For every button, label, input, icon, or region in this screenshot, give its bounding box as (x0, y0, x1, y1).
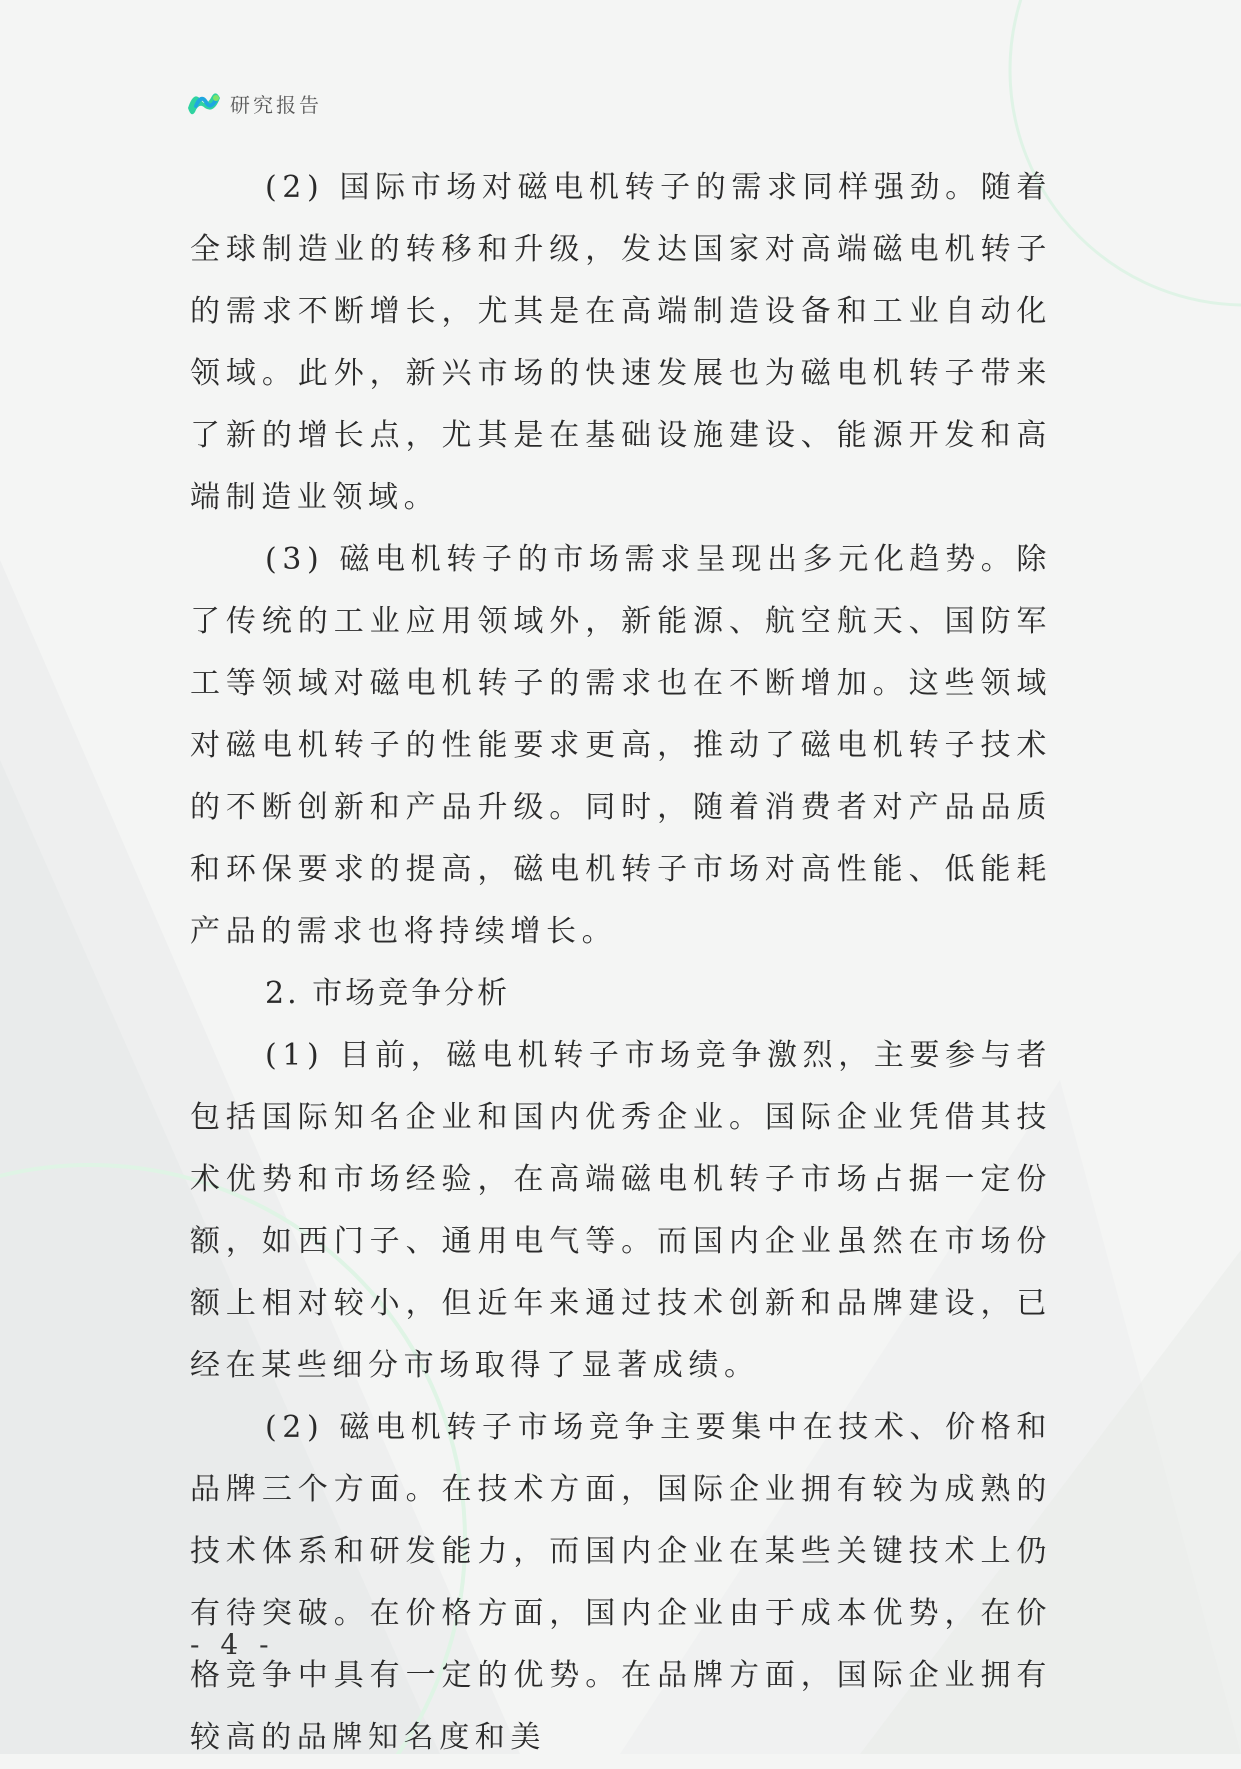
document-body (190, 157, 1052, 1769)
page-number: - 4 - (190, 1628, 275, 1661)
paragraph-competition-factors: (2) 磁电机转子市场竞争主要集中在技术、价格和品牌三个方面。在技术方面，国际企业拥有较为成熟的技术体系和研发能力，而国内企业在某些关键技术上仍有待突破。在价格方面，国内企业由于成本优势，在价格竞争中具有一定的优势。在品牌方面，国际企业拥有较高的品牌知名度和美 (190, 1410, 1052, 1755)
paragraph-diversified-demand: (3) 磁电机转子的市场需求呈现出多元化趋势。除了传统的工业应用领域外，新能源、航空航天、国防军工等领域对磁电机转子的需求也在不断增加。这些领域对磁电机转子的性能要求更高，推动了磁电机转子技术的不断创新和产品升级。同时，随着消费者对产品品质和环保要求的提高，磁电机转子市场对高性能、低能耗产品的需求也将持续增长。 (190, 542, 1052, 949)
page-header (186, 88, 322, 118)
paragraph-international-demand: (2) 国际市场对磁电机转子的需求同样强劲。随着全球制造业的转移和升级，发达国家对高端磁电机转子的需求不断增长，尤其是在高端制造设备和工业自动化领域。此外，新兴市场的快速发展也为磁电机转子带来了新的增长点，尤其是在基础设施建设、能源开发和高端制造业领域。 (190, 170, 1052, 515)
report-title: 研究报告 (230, 92, 322, 117)
paragraph-market-competition: (1) 目前，磁电机转子市场竞争激烈，主要参与者包括国际知名企业和国内优秀企业。国际企业凭借其技术优势和市场经验，在高端磁电机转子市场占据一定份额，如西门子、通用电气等。而国内企业虽然在市场份额上相对较小，但近年来通过技术创新和品牌建设，已经在某些细分市场取得了显著成绩。 (190, 1038, 1052, 1383)
section-heading-competition: 2. 市场竞争分析 (265, 976, 511, 1011)
brand-logo-icon (186, 88, 222, 118)
